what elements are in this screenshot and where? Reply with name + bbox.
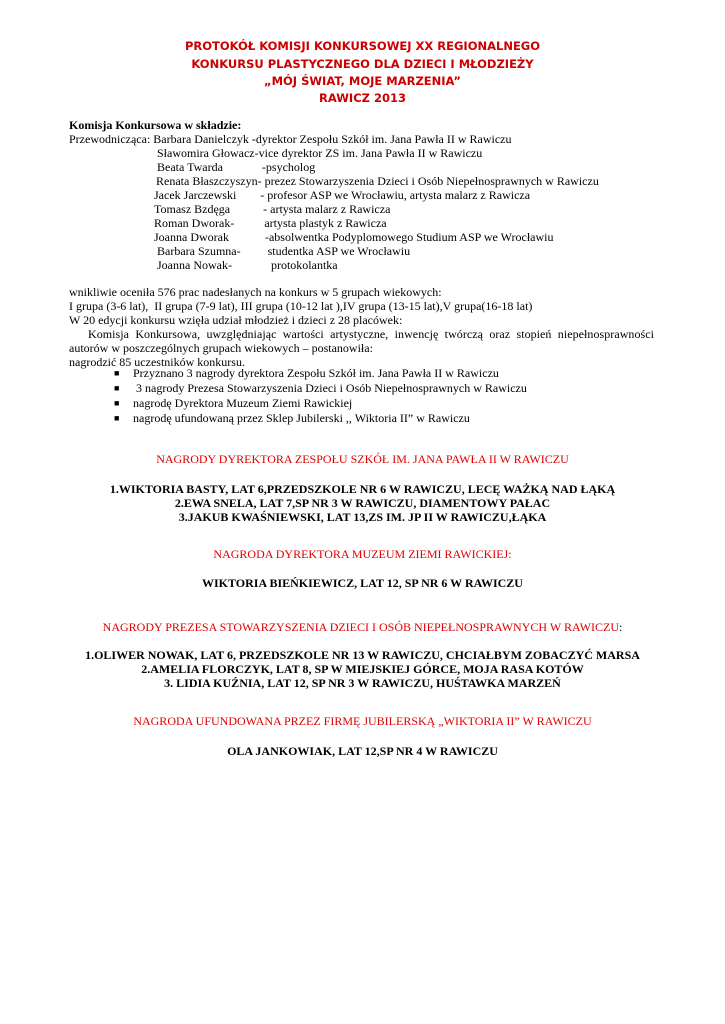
age-groups-line: I grupa (3-6 lat), II grupa (7-9 lat), III grupa (10-12 lat ),IV grupa (13-15 lat),V grupa(16-18 lat) [69, 299, 533, 313]
bullet-square-icon: ■ [114, 413, 120, 423]
committee-member: Joanna Nowak- protokolantka [157, 258, 338, 272]
document-title-line-4: RAWICZ 2013 [319, 91, 406, 105]
chair-label: Przewodnicząca: [69, 132, 151, 146]
bullet-square-icon: ■ [114, 368, 120, 378]
committee-member: Renata Błaszczyszyn- prezez Stowarzyszenia Dzieci i Osób Niepełnosprawnych w Rawiczu [156, 174, 599, 188]
document-title-line-1: PROTOKÓŁ KOMISJI KONKURSOWEJ XX REGIONALNEGO [184, 39, 541, 53]
award-winner: 2.AMELIA FLORCZYK, LAT 8, SP W MIEJSKIEJ GÓRCE, MOJA RASA KOTÓW [141, 662, 584, 676]
document-title-line-2: KONKURSU PLASTYCZNEGO DLA DZIECI I MŁODZIEŻY [191, 57, 534, 71]
committee-member: Beata Twarda -psycholog [157, 160, 316, 174]
award-winner: 3.JAKUB KWAŚNIEWSKI, LAT 13,ZS IM. JP II W RAWICZU,ŁĄKA [178, 510, 547, 524]
committee-member: Jacek Jarczewski - profesor ASP we Wrocławiu, artysta malarz z Rawicza [154, 188, 531, 202]
award-winner: 3. LIDIA KUŹNIA, LAT 12, SP NR 3 W RAWICZU, HUŚTAWKA MARZEŃ [164, 676, 561, 690]
award-winner: 1.OLIWER NOWAK, LAT 6, PRZEDSZKOLE NR 13 W RAWICZU, CHCIAŁBYM ZOBACZYĆ MARSA [85, 648, 640, 662]
award-heading: NAGRODA DYREKTORA MUZEUM ZIEMI RAWICKIEJ: [213, 547, 512, 561]
award-heading: NAGRODY PREZESA STOWARZYSZENIA DZIECI I OSÓB NIEPEŁNOSPRAWNYCH W RAWICZU: [102, 620, 623, 634]
committee-chair-row [69, 132, 512, 146]
award-heading: NAGRODY DYREKTORA ZESPOŁU SZKÓŁ IM. JANA PAWŁA II W RAWICZU [156, 452, 569, 466]
award-winner: 1.WIKTORIA BASTY, LAT 6,PRZEDSZKOLE NR 6 W RAWICZU, LECĘ WAŻKĄ NAD ŁĄKĄ [109, 482, 616, 496]
body-paragraph: nagrodzić 85 uczestników konkursu. [69, 355, 245, 369]
committee-heading: Komisja Konkursowa w składzie: [69, 118, 242, 132]
award-winner: 2.EWA SNELA, LAT 7,SP NR 3 W RAWICZU, DIAMENTOWY PAŁAC [174, 496, 551, 510]
body-paragraph: autorów w poszczególnych grupach wiekowych – postanowiła: [69, 341, 373, 355]
bullet-square-icon: ■ [114, 383, 120, 393]
committee-member: Tomasz Bzdęga - artysta malarz z Rawicza [154, 202, 391, 216]
award-winner: OLA JANKOWIAK, LAT 12,SP NR 4 W RAWICZU [227, 744, 498, 758]
committee-member: Joanna Dworak -absolwentka Podyplomowego Studium ASP we Wrocławiu [154, 230, 554, 244]
committee-member: Roman Dworak- artysta plastyk z Rawicza [154, 216, 387, 230]
committee-member: Barbara Szumna- studentka ASP we Wrocławiu [157, 244, 411, 258]
committee-member: Sławomira Głowacz-vice dyrektor ZS im. Jana Pawła II w Rawiczu [157, 146, 483, 160]
award-winner: WIKTORIA BIEŃKIEWICZ, LAT 12, SP NR 6 W RAWICZU [202, 576, 523, 590]
body-paragraph: Komisja Konkursowa, uwzględniając wartości artystyczne, inwencję twórczą oraz stopień niepełnosprawności [88, 327, 654, 341]
body-paragraph: wnikliwie oceniła 576 prac nadesłanych na konkurs w 5 grupach wiekowych: [69, 285, 442, 299]
body-paragraph: W 20 edycji konkursu wzięła udział młodzież i dzieci z 28 placówek: [69, 313, 403, 327]
chair-name: Barbara Danielczyk -dyrektor Zespołu Szkół im. Jana Pawła II w Rawiczu [153, 132, 512, 146]
document-title-line-3: „MÓJ ŚWIAT, MOJE MARZENIA” [264, 74, 461, 88]
bullet-square-icon: ■ [114, 398, 120, 408]
award-heading: NAGRODA UFUNDOWANA PRZEZ FIRMĘ JUBILERSKĄ „WIKTORIA II” W RAWICZU [133, 714, 592, 728]
document-page: PROTOKÓŁ KOMISJI KONKURSOWEJ XX REGIONALNEGO KONKURSU PLASTYCZNEGO DLA DZIECI I MŁODZIEŻY „MÓJ ŚWIAT, MOJE MARZENIA” RAWICZ 2013 Komisja Konkursowa w składzie: Przewodnicząca: Barbara Danielczyk -dyrektor Zespołu Szkół im. Jana Pawła II w Rawiczu Sławomira Głowacz-vice dyrektor ZS im. Jana Pawła II w Rawiczu Beata Twarda -psycholog Renata Błaszczyszyn- prezez Stowarzyszenia Dzieci i Osób Niepełnosprawnych w Rawiczu Jacek Jarczewski - profesor ASP we Wrocławiu, artysta malarz z Rawicza Tomasz Bzdęga - artysta malarz z Rawicza Roman Dworak- artysta plastyk z Rawicza Joanna Dworak -absolwentka Podyplomowego Studium ASP we Wrocławiu Barbara Szumna- studentka ASP we Wrocławiu Joanna Nowak- protokolantka wnikliwie oceniła 576 prac nadesłanych na konkurs w 5 grupach wiekowych: I grupa (3-6 lat), II grupa (7-9 lat), III grupa (10-12 lat ),IV grupa (13-15 lat),V grupa(16-18 lat) W 20 edycji konkursu wzięła udział młodzież i dzieci z 28 placówek: Komisja Konkursowa, uwzględniając wartości artystyczne, inwencję twórczą oraz stopień niepełnosprawności autorów w poszczególnych grupach wiekowych – postanowiła: nagrodzić 85 uczestników konkursu. ■ Przyznano 3 nagrody dyrektora Zespołu Szkół im. Jana Pawła II w Rawiczu ■ 3 nagrody Prezesa Stowarzyszenia Dzieci i Osób Niepełnosprawnych w Rawiczu ■ nagrodę Dyrektora Muzeum Ziemi Rawickiej ■ nagrodę ufundowaną przez Sklep Jubilerski ,, Wiktoria II” w Rawiczu NAGRODY DYREKTORA ZESPOŁU SZKÓŁ IM. JANA PAWŁA II W RAWICZU 1.WIKTORIA BASTY, LAT 6,PRZEDSZKOLE NR 6 W RAWICZU, LECĘ WAŻKĄ NAD ŁĄKĄ 2.EWA SNELA, LAT 7,SP NR 3 W RAWICZU, DIAMENTOWY PAŁAC 3.JAKUB KWAŚNIEWSKI, LAT 13,ZS IM. JP II W RAWICZU,ŁĄKA NAGRODA DYREKTORA MUZEUM ZIEMI RAWICKIEJ: WIKTORIA BIEŃKIEWICZ, LAT 12, SP NR 6 W RAWICZU NAGRODY PREZESA STOWARZYSZENIA DZIECI I OSÓB NIEPEŁNOSPRAWNYCH W RAWICZU: 1.OLIWER NOWAK, LAT 6, PRZEDSZKOLE NR 13 W RAWICZU, CHCIAŁBYM ZOBACZYĆ MARSA 2.AMELIA FLORCZYK, LAT 8, SP W MIEJSKIEJ GÓRCE, MOJA RASA KOTÓW 3. LIDIA KUŹNIA, LAT 12, SP NR 3 W RAWICZU, HUŚTAWKA MARZEŃ NAGRODA UFUNDOWANA PRZEZ FIRMĘ JUBILERSKĄ „WIKTORIA II” W RAWICZU OLA JANKOWIAK, LAT 12,SP NR 4 W RAWICZU [0, 0, 725, 1024]
